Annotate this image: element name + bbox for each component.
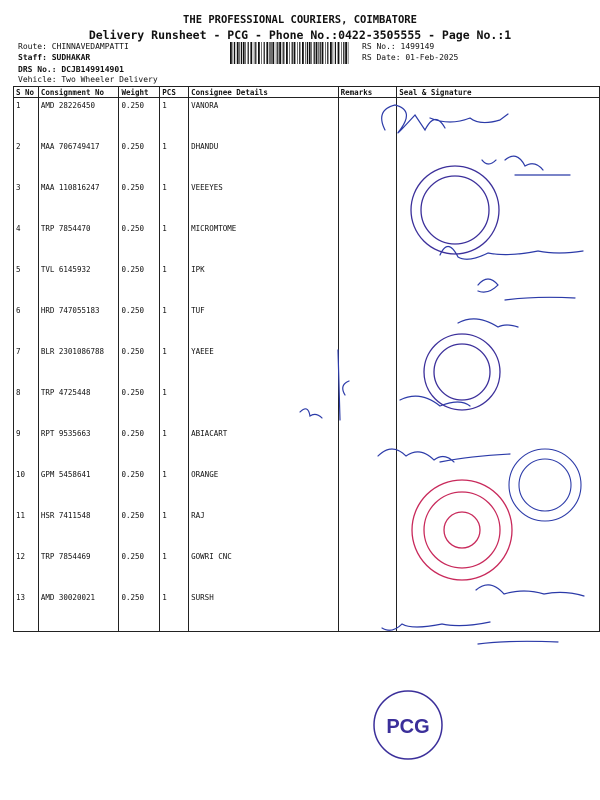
cell-signature bbox=[397, 508, 600, 549]
cell-weight: 0.250 bbox=[119, 344, 160, 385]
barcode-bar bbox=[266, 42, 268, 64]
barcode-bar bbox=[343, 42, 344, 64]
cell-remarks bbox=[338, 139, 397, 180]
cell-consignment: TRP 4725448 bbox=[38, 385, 119, 426]
cell-weight: 0.250 bbox=[119, 467, 160, 508]
cell-pcs: 1 bbox=[160, 385, 189, 426]
barcode-bar bbox=[305, 42, 306, 64]
cell-weight: 0.250 bbox=[119, 508, 160, 549]
cell-remarks bbox=[338, 262, 397, 303]
barcode-image bbox=[230, 42, 350, 64]
barcode-bar bbox=[327, 42, 328, 64]
cell-signature bbox=[397, 385, 600, 426]
barcode-bar bbox=[289, 42, 290, 64]
cell-consignment: HRD 747055183 bbox=[38, 303, 119, 344]
cell-remarks bbox=[338, 303, 397, 344]
barcode-bar bbox=[255, 42, 256, 64]
barcode-bar bbox=[239, 42, 240, 64]
cell-sno: 13 bbox=[14, 590, 39, 632]
barcode-bar bbox=[254, 42, 255, 64]
barcode-bar bbox=[314, 42, 315, 64]
cell-weight: 0.250 bbox=[119, 180, 160, 221]
table-row bbox=[14, 549, 600, 590]
cell-sno: 6 bbox=[14, 303, 39, 344]
cell-consignee: VANORA bbox=[189, 98, 339, 140]
table-row bbox=[14, 262, 600, 303]
cell-remarks bbox=[338, 549, 397, 590]
barcode-bar bbox=[286, 42, 288, 64]
barcode-bar bbox=[230, 42, 232, 64]
cell-signature bbox=[397, 98, 600, 140]
cell-pcs: 1 bbox=[160, 344, 189, 385]
barcode-bar bbox=[234, 42, 235, 64]
barcode-bar bbox=[333, 42, 334, 64]
cell-consignee: RAJ bbox=[189, 508, 339, 549]
barcode-bar bbox=[338, 42, 340, 64]
cell-sno: 8 bbox=[14, 385, 39, 426]
cell-sno: 4 bbox=[14, 221, 39, 262]
cell-remarks bbox=[338, 180, 397, 221]
rs-date: RS Date: 01-Feb-2025 bbox=[362, 53, 459, 62]
table-row bbox=[14, 139, 600, 180]
cell-weight: 0.250 bbox=[119, 98, 160, 140]
cell-pcs: 1 bbox=[160, 139, 189, 180]
cell-pcs: 1 bbox=[160, 590, 189, 632]
cell-weight: 0.250 bbox=[119, 221, 160, 262]
barcode-bar bbox=[270, 42, 271, 64]
cell-sno: 9 bbox=[14, 426, 39, 467]
barcode-bar bbox=[309, 42, 311, 64]
barcode-bar bbox=[335, 42, 336, 64]
pcg-stamp-text: PCG bbox=[386, 716, 430, 738]
cell-consignment: MAA 706749417 bbox=[38, 139, 119, 180]
cell-remarks bbox=[338, 508, 397, 549]
barcode-bar bbox=[237, 42, 239, 64]
cell-signature bbox=[397, 180, 600, 221]
cell-consignee: DHANDU bbox=[189, 139, 339, 180]
cell-consignment: HSR 7411548 bbox=[38, 508, 119, 549]
table-row bbox=[14, 98, 600, 140]
barcode-bar bbox=[282, 42, 283, 64]
barcode-bar bbox=[297, 42, 298, 64]
cell-weight: 0.250 bbox=[119, 262, 160, 303]
cell-remarks bbox=[338, 426, 397, 467]
cell-sno: 11 bbox=[14, 508, 39, 549]
barcode-bar bbox=[320, 42, 321, 64]
barcode-bar bbox=[233, 42, 234, 64]
barcode-bar bbox=[276, 42, 277, 64]
cell-consignment: AMD 28226450 bbox=[38, 98, 119, 140]
barcode-bar bbox=[248, 42, 249, 64]
cell-signature bbox=[397, 139, 600, 180]
runsheet-table bbox=[13, 86, 600, 632]
staff-label: Staff: SUDHAKAR bbox=[18, 53, 91, 62]
barcode-bar bbox=[258, 42, 260, 64]
cell-consignment: TVL 6145932 bbox=[38, 262, 119, 303]
table-row bbox=[14, 508, 600, 549]
col-header-remarks: Remarks bbox=[338, 87, 397, 98]
cell-sno: 7 bbox=[14, 344, 39, 385]
cell-consignee: YAEEE bbox=[189, 344, 339, 385]
cell-signature bbox=[397, 467, 600, 508]
cell-consignee: VEEEYES bbox=[189, 180, 339, 221]
barcode-bar bbox=[294, 42, 296, 64]
route-label: Route: CHINNAVEDAMPATTI bbox=[18, 42, 129, 51]
barcode-bar bbox=[348, 42, 349, 64]
barcode-bar bbox=[279, 42, 281, 64]
cell-signature bbox=[397, 426, 600, 467]
cell-signature bbox=[397, 344, 600, 385]
cell-consignment: TRP 7854469 bbox=[38, 549, 119, 590]
cell-weight: 0.250 bbox=[119, 139, 160, 180]
cell-weight: 0.250 bbox=[119, 590, 160, 632]
rs-number: RS No.: 1499149 bbox=[362, 42, 435, 51]
col-header-pcs: PCS bbox=[160, 87, 189, 98]
vehicle-label: Vehicle: Two Wheeler Delivery bbox=[18, 75, 158, 84]
cell-consignment: AMD 30020021 bbox=[38, 590, 119, 632]
barcode-bar bbox=[241, 42, 242, 64]
cell-consignment: TRP 7854470 bbox=[38, 221, 119, 262]
cell-consignment: RPT 9535663 bbox=[38, 426, 119, 467]
cell-consignee: IPK bbox=[189, 262, 339, 303]
barcode-bar bbox=[269, 42, 270, 64]
runsheet-title: Delivery Runsheet - PCG - Phone No.:0422-3505555 - Page No.:1 bbox=[88, 28, 512, 42]
barcode-bar bbox=[250, 42, 252, 64]
barcode-bar bbox=[283, 42, 284, 64]
cell-sno: 1 bbox=[14, 98, 39, 140]
pcg-stamp bbox=[374, 691, 442, 759]
company-title: THE PROFESSIONAL COURIERS, COIMBATORE bbox=[183, 14, 417, 26]
cell-weight: 0.250 bbox=[119, 426, 160, 467]
cell-weight: 0.250 bbox=[119, 303, 160, 344]
table-row bbox=[14, 180, 600, 221]
cell-signature bbox=[397, 590, 600, 632]
col-header-consignee: Consignee Details bbox=[189, 87, 339, 98]
barcode-bar bbox=[261, 42, 262, 64]
cell-pcs: 1 bbox=[160, 180, 189, 221]
barcode-bar bbox=[325, 42, 326, 64]
barcode-bar bbox=[243, 42, 245, 64]
cell-consignee: MICROMTOME bbox=[189, 221, 339, 262]
table-row bbox=[14, 590, 600, 632]
barcode-bar bbox=[302, 42, 304, 64]
barcode-bar bbox=[341, 42, 342, 64]
cell-weight: 0.250 bbox=[119, 549, 160, 590]
col-header-consignment: Consignment No bbox=[38, 87, 119, 98]
cell-signature bbox=[397, 549, 600, 590]
table-row bbox=[14, 385, 600, 426]
cell-remarks bbox=[338, 344, 397, 385]
cell-remarks bbox=[338, 98, 397, 140]
table-row bbox=[14, 303, 600, 344]
cell-signature bbox=[397, 303, 600, 344]
barcode-bar bbox=[264, 42, 265, 64]
barcode-bar bbox=[299, 42, 300, 64]
barcode-bar bbox=[318, 42, 319, 64]
cell-sno: 5 bbox=[14, 262, 39, 303]
barcode-bar bbox=[245, 42, 246, 64]
cell-sno: 10 bbox=[14, 467, 39, 508]
table-row bbox=[14, 467, 600, 508]
barcode-bar bbox=[307, 42, 308, 64]
barcode-bar bbox=[292, 42, 293, 64]
cell-consignee: ORANGE bbox=[189, 467, 339, 508]
cell-consignee bbox=[189, 385, 339, 426]
cell-remarks bbox=[338, 467, 397, 508]
cell-pcs: 1 bbox=[160, 262, 189, 303]
col-header-weight: Weight bbox=[119, 87, 160, 98]
cell-consignment: BLR 2301086788 bbox=[38, 344, 119, 385]
drs-label: DRS No.: DCJB149914901 bbox=[18, 65, 124, 74]
cell-sno: 2 bbox=[14, 139, 39, 180]
cell-remarks bbox=[338, 385, 397, 426]
cell-consignee: TUF bbox=[189, 303, 339, 344]
cell-pcs: 1 bbox=[160, 98, 189, 140]
cell-signature bbox=[397, 221, 600, 262]
cell-pcs: 1 bbox=[160, 549, 189, 590]
table-row bbox=[14, 344, 600, 385]
table-header-row bbox=[14, 87, 600, 98]
col-header-sno: S No bbox=[14, 87, 39, 98]
cell-sno: 12 bbox=[14, 549, 39, 590]
table-row bbox=[14, 426, 600, 467]
cell-pcs: 1 bbox=[160, 221, 189, 262]
cell-remarks bbox=[338, 590, 397, 632]
barcode-bar bbox=[311, 42, 312, 64]
cell-pcs: 1 bbox=[160, 426, 189, 467]
barcode-bar bbox=[345, 42, 347, 64]
cell-remarks bbox=[338, 221, 397, 262]
cell-consignment: GPM 5458641 bbox=[38, 467, 119, 508]
cell-pcs: 1 bbox=[160, 467, 189, 508]
cell-pcs: 1 bbox=[160, 303, 189, 344]
barcode-bar bbox=[277, 42, 278, 64]
col-header-signature: Seal & Signature bbox=[397, 87, 600, 98]
barcode-bar bbox=[272, 42, 274, 64]
cell-consignment: MAA 110816247 bbox=[38, 180, 119, 221]
barcode-bar bbox=[330, 42, 332, 64]
barcode-bar bbox=[316, 42, 318, 64]
cell-consignee: ABIACART bbox=[189, 426, 339, 467]
barcode-bar bbox=[322, 42, 324, 64]
cell-consignee: GOWRI CNC bbox=[189, 549, 339, 590]
cell-signature bbox=[397, 262, 600, 303]
table-row bbox=[14, 221, 600, 262]
cell-consignee: SURSH bbox=[189, 590, 339, 632]
cell-sno: 3 bbox=[14, 180, 39, 221]
cell-pcs: 1 bbox=[160, 508, 189, 549]
cell-weight: 0.250 bbox=[119, 385, 160, 426]
